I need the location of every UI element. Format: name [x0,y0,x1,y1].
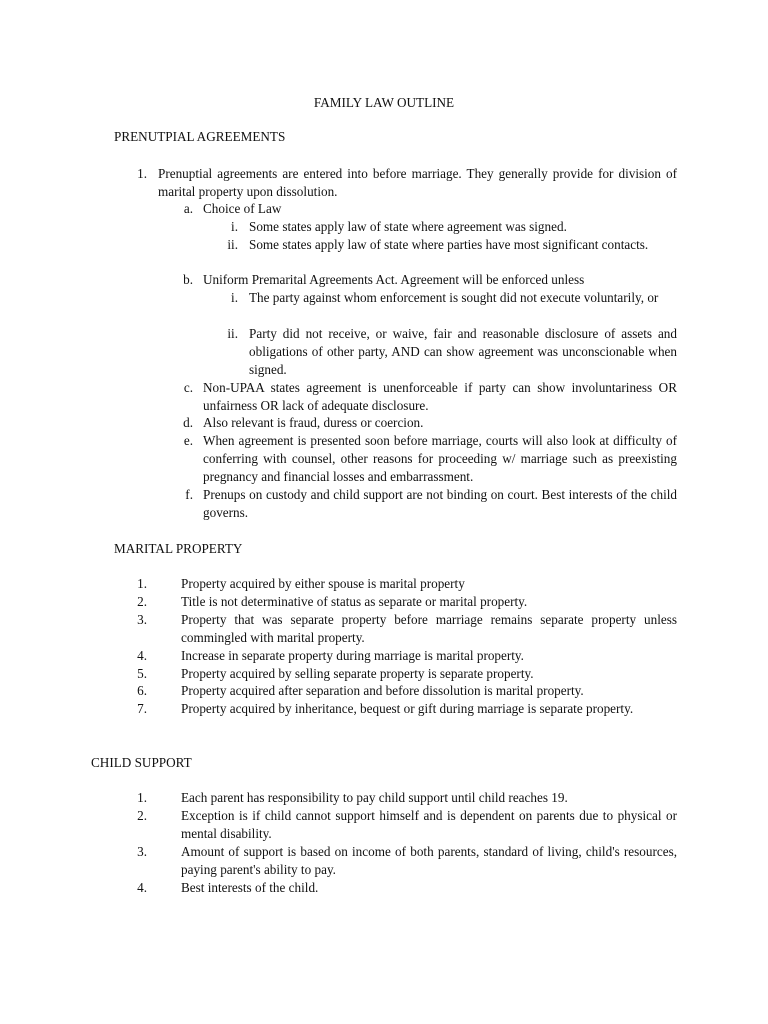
item-number: 2. [137,594,147,609]
item-text: Uniform Premarital Agreements Act. Agreement will be enforced unless [203,272,585,287]
item-number: 5. [137,666,147,681]
item-number: 4. [137,648,147,663]
item-text: Property acquired by either spouse is marital property [181,576,465,591]
item-text: When agreement is presented soon before marriage, courts will also look at difficulty of conferring with counsel, other reasons for proceeding w/ marriage such as preexisting pregnancy and financial losses and embarrassment. [203,433,677,484]
item-letter: b. [183,272,193,287]
item-text: Each parent has responsibility to pay child support until child reaches 19. [181,790,568,805]
item-text: Prenuptial agreements are entered into before marriage. They generally provide for division of marital property upon dissolution. [158,166,677,199]
item-text: Property acquired after separation and before dissolution is marital property. [181,683,584,698]
item-text: Non-UPAA states agreement is unenforceable if party can show involuntariness OR unfairness OR lack of adequate disclosure. [203,380,677,413]
item-letter: e. [183,433,193,448]
item-number: 3. [137,612,147,627]
section-heading: PRENUTPIAL AGREEMENTS [114,129,286,144]
item-text: The party against whom enforcement is sought did not execute voluntarily, or [249,290,659,305]
item-roman: ii. [227,326,238,341]
item-number: 1. [137,790,147,805]
item-number: 4. [137,880,147,895]
item-letter: a. [183,201,193,216]
item-text: Amount of support is based on income of both parents, standard of living, child's resources, paying parent's ability to pay. [181,844,677,877]
item-number: 1. [137,166,147,181]
item-number: 7. [137,701,147,716]
section-heading: CHILD SUPPORT [91,755,192,770]
item-letter: c. [183,380,193,395]
item-text: Property acquired by selling separate property is separate property. [181,666,534,681]
item-roman: ii. [227,237,238,252]
item-text: Best interests of the child. [181,880,319,895]
item-number: 2. [137,808,147,823]
item-letter: d. [183,415,193,430]
item-roman: i. [231,219,238,234]
item-number: 1. [137,576,147,591]
item-text: Some states apply law of state where agreement was signed. [249,219,567,234]
item-letter: f. [185,487,193,502]
item-number: 6. [137,683,147,698]
item-text: Prenups on custody and child support are not binding on court. Best interests of the child governs. [203,487,677,520]
item-text: Some states apply law of state where parties have most significant contacts. [249,237,649,252]
item-text: Title is not determinative of status as separate or marital property. [181,594,528,609]
item-text: Also relevant is fraud, duress or coercion. [203,415,424,430]
item-text: Increase in separate property during marriage is marital property. [181,648,524,663]
item-text: Property acquired by inheritance, bequest or gift during marriage is separate property. [181,701,634,716]
item-text: Exception is if child cannot support himself and is dependent on parents due to physical or mental disability. [181,808,677,841]
item-text: Choice of Law [203,201,282,216]
document-title: FAMILY LAW OUTLINE [313,95,455,110]
item-number: 3. [137,844,147,859]
item-text: Party did not receive, or waive, fair and reasonable disclosure of assets and obligations of other party, AND can show agreement was unconscionable when signed. [249,326,677,377]
item-roman: i. [231,290,238,305]
section-heading: MARITAL PROPERTY [114,541,243,556]
item-text: Property that was separate property before marriage remains separate property unless commingled with marital property. [181,612,677,645]
